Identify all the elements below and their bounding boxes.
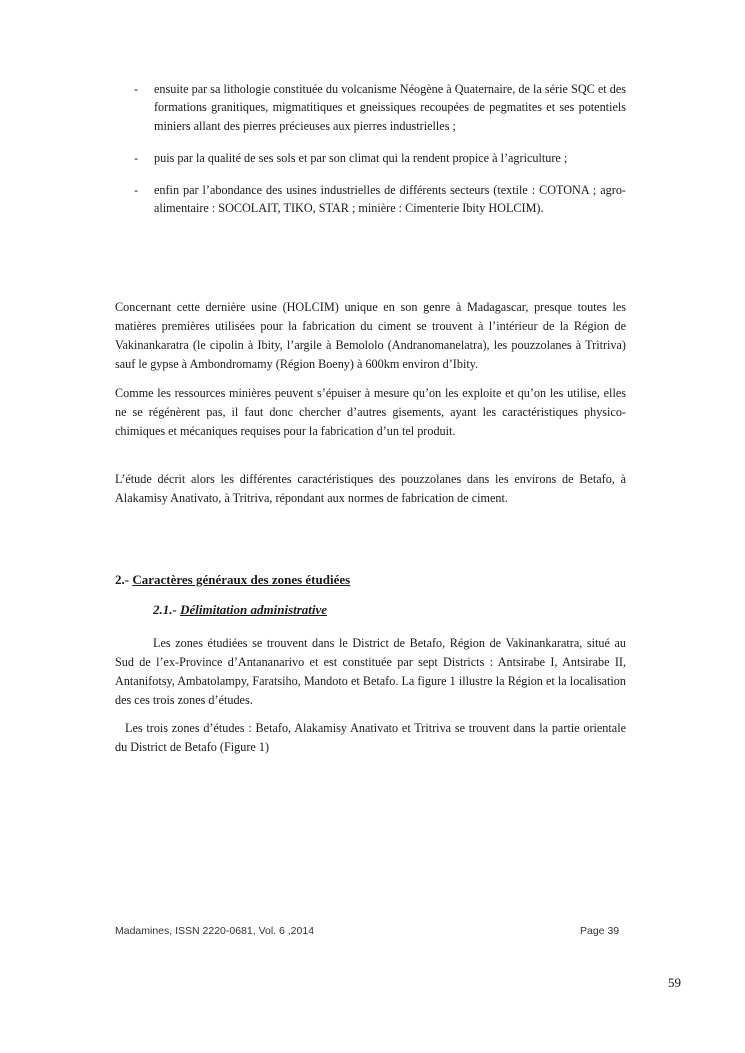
paragraph-zones: Les zones étudiées se trouvent dans le District de Betafo, Région de Vakinankaratra, situé au Sud de l’ex-Province d’Antananarivo et est constituée par sept Districts : Antsirabe I, Antsirabe II, Antanifotsy, Ambatolampy, Faratsiho, Mandoto et Betafo. La figure 1 illustre la Région et la localisation des ces trois zones d’études. bbox=[115, 636, 626, 707]
footer-journal: Madamines, ISSN 2220-0681, Vol. 6 ,2014 bbox=[115, 925, 315, 937]
page-number: 59 bbox=[668, 975, 681, 990]
bullet-text: puis par la qualité de ses sols et par son climat qui la rendent propice à l’agriculture ; bbox=[154, 150, 568, 165]
subsection-title-text: Délimitation administrative bbox=[180, 602, 328, 617]
paragraph-ressources: Comme les ressources minières peuvent s’épuiser à mesure qu’on les exploite et qu’on les utilise, elles ne se régénèrent pas, il faut donc chercher d’autres gisements, ayant les caractéristiques physico-chimiques et mécaniques requises pour la fabrication d’un tel produit. bbox=[115, 386, 626, 438]
bullet-marker: - bbox=[134, 82, 139, 96]
paragraph-etude: L’étude décrit alors les différentes caractéristiques des pouzzolanes dans les environs de Betafo, à Alakamisy Anativato, à Tritriva, répondant aux normes de fabrication de ciment. bbox=[115, 472, 626, 505]
bullet-item bbox=[134, 181, 626, 218]
section-heading bbox=[115, 572, 350, 588]
paragraph-holcim: Concernant cette dernière usine (HOLCIM) unique en son genre à Madagascar, presque toutes les matières premières utilisées pour la fabrication du ciment se trouvent à l’intérieur de la Région de Vakinankaratra (le cipolin à Ibity, l’argile à Bemololo (Andranomanelatra), les pouzzolanes à Tritriva) sauf le gypse à Ambondromamy (Région Boeny) à 600km environ d’Ibity. bbox=[115, 300, 626, 371]
subsection-heading bbox=[153, 602, 327, 618]
subsection-number: 2.1.- bbox=[153, 602, 177, 617]
bullet-text: ensuite par sa lithologie constituée du volcanisme Néogène à Quaternaire, de la série SQC et des formations granitiques, migmatitiques et gneissiques recoupées de pegmatites et ses potentiels miniers allant des pierres précieuses aux pierres industrielles ; bbox=[154, 82, 626, 133]
bullet-marker: - bbox=[134, 183, 139, 198]
bullet-item bbox=[134, 80, 626, 135]
section-title-text: Caractères généraux des zones étudiées bbox=[132, 572, 351, 587]
bullet-marker: - bbox=[134, 150, 139, 165]
bullet-item bbox=[134, 149, 626, 167]
bullet-list bbox=[134, 80, 626, 232]
paragraph-trois-zones: Les trois zones d’études : Betafo, Alakamisy Anativato et Tritriva se trouvent dans la partie orientale du District de Betafo (Figure 1) bbox=[115, 721, 626, 754]
footer-page-label: Page 39 bbox=[580, 925, 620, 937]
bullet-text: enfin par l’abondance des usines industrielles de différents secteurs (textile : COTONA ; agro-alimentaire : SOCOLAIT, TIKO, STAR ; minière : Cimenterie Ibity HOLCIM). bbox=[154, 183, 626, 216]
section-number: 2.- bbox=[115, 572, 130, 587]
